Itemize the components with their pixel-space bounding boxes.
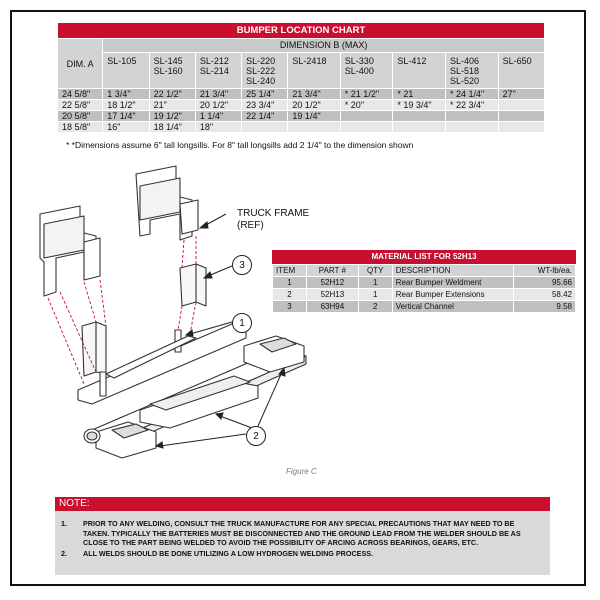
material-row (273, 289, 576, 301)
model-name: SL-406 (450, 56, 480, 66)
dim-b-cell: 21 3/4" (288, 89, 340, 100)
material-header-cell: QTY (358, 265, 392, 277)
dim-b-cell: 17 1/4" (103, 111, 149, 122)
chart-footnote: * *Dimensions assume 6" tall longsills. For 8" tall longsills add 2 1/4" to the dimension shown (66, 140, 414, 150)
dim-b-cell: 18 1/2" (103, 100, 149, 111)
note-number: 2. (61, 548, 67, 558)
dim-b-cell: * 21 1/2" (340, 89, 393, 100)
model-name: SL-220 (246, 56, 276, 66)
material-header-cell: DESCRIPTION (392, 265, 514, 277)
callout-3: 3 (232, 255, 252, 275)
dim-b-cell: * 20" (340, 100, 393, 111)
note-header: NOTE: (55, 497, 550, 511)
left-frame-rail-web (44, 216, 84, 258)
figure-caption: Figure C (286, 467, 317, 476)
material-row (273, 301, 576, 313)
dim-a-cell: 24 5/8" (58, 89, 103, 100)
material-cell: 2 (358, 301, 392, 313)
dim-b-cell: 22 1/2" (149, 89, 195, 100)
dim-b-cell: 1 3/4" (103, 89, 149, 100)
material-cell: 95.66 (514, 277, 576, 289)
dim-a-header: DIM. A (58, 39, 103, 89)
note-number: 1. (61, 519, 67, 528)
model-name: SL-520 (450, 76, 480, 86)
note-text: PRIOR TO ANY WELDING, CONSULT THE TRUCK MANUFACTURE FOR ANY SPECIAL PRECAUTIONS THAT MAY NEED TO BE TAKEN. TYPICALLY THE BATTERIES MUST BE DISCONNECTED AND THE GROUND LEAD FROM THE WELDER SHOULD BE AS CLOSE TO THE PART BEING WELDED TO AVOID THE POSSIBILITY OF ARCING ACROSS BEARINGS, GEARS, ETC. (83, 519, 521, 547)
dim-a-cell: 22 5/8" (58, 100, 103, 111)
dim-b-cell: 25 1/4" (242, 89, 288, 100)
model-name: SL-214 (199, 66, 229, 76)
model-name: SL-105 (107, 56, 137, 66)
dim-b-cell: 23 3/4" (242, 100, 288, 111)
dim-b-cell: 1 1/4" (195, 111, 241, 122)
dim-b-cell: 21 3/4" (195, 89, 241, 100)
material-cell: 9.58 (514, 301, 576, 313)
callout-1: 1 (232, 313, 252, 333)
material-list-title: MATERIAL LIST FOR 52H13 (272, 250, 576, 264)
model-name: SL-145 (153, 56, 183, 66)
note-item (61, 549, 542, 559)
material-cell: 63H94 (306, 301, 358, 313)
right-frame-rail-web (140, 178, 180, 220)
model-name: SL-2418 (292, 56, 327, 66)
dim-b-cell: 22 1/4" (242, 111, 288, 122)
dim-b-cell: * 24 1/4" (446, 89, 499, 100)
callout-2: 2 (246, 426, 266, 446)
dim-b-cell: * 22 3/4" (446, 100, 499, 111)
dim-b-cell: 18" (195, 122, 241, 133)
material-cell: 1 (358, 289, 392, 301)
note-text: ALL WELDS SHOULD BE DONE UTILIZING A LOW HYDROGEN WELDING PROCESS. (83, 548, 374, 558)
material-header-cell: WT-lb/ea. (514, 265, 576, 277)
model-name: SL-160 (153, 66, 183, 76)
model-name: SL-222 (246, 66, 276, 76)
material-cell: Rear Bumper Extensions (392, 289, 514, 301)
material-cell: 1 (358, 277, 392, 289)
vertical-channel-3 (180, 264, 206, 306)
dim-b-cell: 18 1/4" (149, 122, 195, 133)
note-body (55, 511, 550, 575)
dim-a-cell: 18 5/8" (58, 122, 103, 133)
material-row (273, 277, 576, 289)
model-name: SL-240 (246, 76, 276, 86)
material-header-row (273, 265, 576, 277)
material-cell: Vertical Channel (392, 301, 514, 313)
model-name: SL-212 (199, 56, 229, 66)
material-header-cell: ITEM (273, 265, 307, 277)
material-cell: 3 (273, 301, 307, 313)
dim-b-cell: 16" (103, 122, 149, 133)
dim-b-cell: 19 1/2" (149, 111, 195, 122)
material-list-table (272, 264, 576, 313)
model-name: SL-518 (450, 66, 480, 76)
material-cell: 58.42 (514, 289, 576, 301)
dim-b-cell: * 21 (393, 89, 446, 100)
material-header-cell: PART # (306, 265, 358, 277)
model-name: SL-650 (502, 56, 532, 66)
dim-b-cell: 20 1/2" (195, 100, 241, 111)
dim-a-cell: 20 5/8" (58, 111, 103, 122)
bumper-chart-title: BUMPER LOCATION CHART (58, 23, 545, 39)
material-cell: 52H13 (306, 289, 358, 301)
truck-frame-label: TRUCK FRAME (237, 208, 310, 219)
dim-b-cell: * 19 3/4" (393, 100, 446, 111)
dim-b-cell: 20 1/2" (288, 100, 340, 111)
note-item (61, 519, 542, 548)
material-cell: Rear Bumper Weldment (392, 277, 514, 289)
right-frame-rail-flange (180, 200, 198, 234)
dim-b-header: DIMENSION B (MAX) (103, 39, 545, 53)
model-name: SL-330 (344, 56, 374, 66)
model-name: SL-400 (344, 66, 374, 76)
left-frame-rail-flange (84, 238, 100, 280)
material-cell: 1 (273, 277, 307, 289)
material-cell: 2 (273, 289, 307, 301)
material-cell: 52H12 (306, 277, 358, 289)
dim-b-cell: 19 1/4" (288, 111, 340, 122)
dim-b-cell: 27" (498, 89, 544, 100)
dim-b-cell: 21" (149, 100, 195, 111)
model-name: SL-412 (397, 56, 427, 66)
truck-frame-ref-label: (REF) (237, 220, 264, 231)
